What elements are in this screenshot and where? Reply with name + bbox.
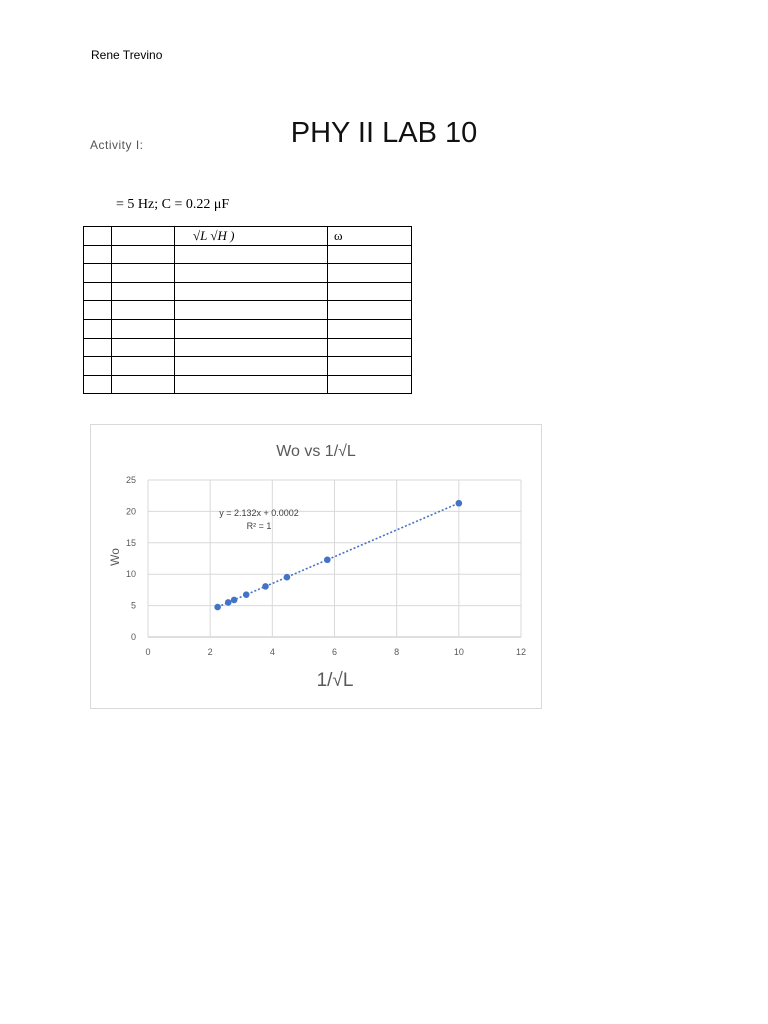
table-row [84,375,412,394]
x-tick-label: 8 [394,647,400,657]
table-cell [112,264,175,283]
table-cell [84,264,112,283]
table-cell [175,357,328,376]
table-cell [328,282,412,301]
y-tick-label: 0 [130,632,136,642]
data-point [214,604,221,611]
table-cell [84,282,112,301]
table-cell [84,357,112,376]
page-title: PHY II LAB 10 [290,117,478,150]
table-row [84,282,412,301]
table-cell [84,245,112,264]
y-axis-label: Wo [108,548,122,566]
table-row [84,319,412,338]
table-cell [112,245,175,264]
parameters-line: = 5 Hz; C = 0.22 μF [116,197,230,212]
data-point [243,591,250,598]
chart-container [90,424,542,709]
table-cell [328,375,412,394]
table-row [84,338,412,357]
table-row [84,245,412,264]
table-cell [84,301,112,320]
y-tick-label: 20 [125,506,136,517]
activity-heading: Activity I: [90,138,144,152]
table-cell [175,301,328,320]
table-cell [112,338,175,357]
author-name: Rene Trevino [91,48,163,62]
table-cell [84,375,112,394]
table-cell [175,264,328,283]
y-tick-label: 15 [125,537,136,548]
table-cell [112,375,175,394]
table-cell [84,319,112,338]
table-cell [112,282,175,301]
table-cell [328,338,412,357]
table-cell [175,319,328,338]
x-axis-label: 1/√L [316,670,354,691]
trendline-r2: R² = 1 [246,521,272,531]
y-tick-label: 10 [125,569,136,580]
header-cell: ω [328,227,412,246]
y-tick-label: 25 [125,475,136,485]
table-cell [175,338,328,357]
x-tick-label: 4 [269,647,275,657]
x-tick-label: 10 [453,647,464,657]
data-point [284,574,291,581]
chart-title: Wo vs 1/√L [276,443,356,460]
data-point [456,500,463,507]
table-cell [328,319,412,338]
table-header-row [84,227,412,246]
table-cell [175,375,328,394]
trendline-equation: y = 2.132x + 0.0002 [219,508,299,518]
table-cell [112,357,175,376]
data-point [225,599,232,606]
data-point [231,597,238,604]
data-point [324,556,331,563]
trendline [218,503,459,607]
x-tick-label: 6 [331,647,338,657]
table-row [84,357,412,376]
data-table [83,226,412,394]
table-cell [328,245,412,264]
header-cell [112,227,175,246]
table-cell [175,245,328,264]
table-cell [328,357,412,376]
table-cell [112,301,175,320]
table-cell [328,264,412,283]
y-tick-label: 5 [130,600,136,611]
data-point [262,583,269,590]
table-cell [328,301,412,320]
x-tick-label: 0 [145,647,151,657]
scatter-chart [91,425,541,708]
header-cell: √L √H ) [175,227,328,246]
table-row [84,301,412,320]
header-cell [84,227,112,246]
x-tick-label: 2 [207,647,213,657]
table-cell [175,282,328,301]
table-cell [112,319,175,338]
x-tick-label: 12 [515,647,527,657]
table-cell [84,338,112,357]
table-row [84,264,412,283]
